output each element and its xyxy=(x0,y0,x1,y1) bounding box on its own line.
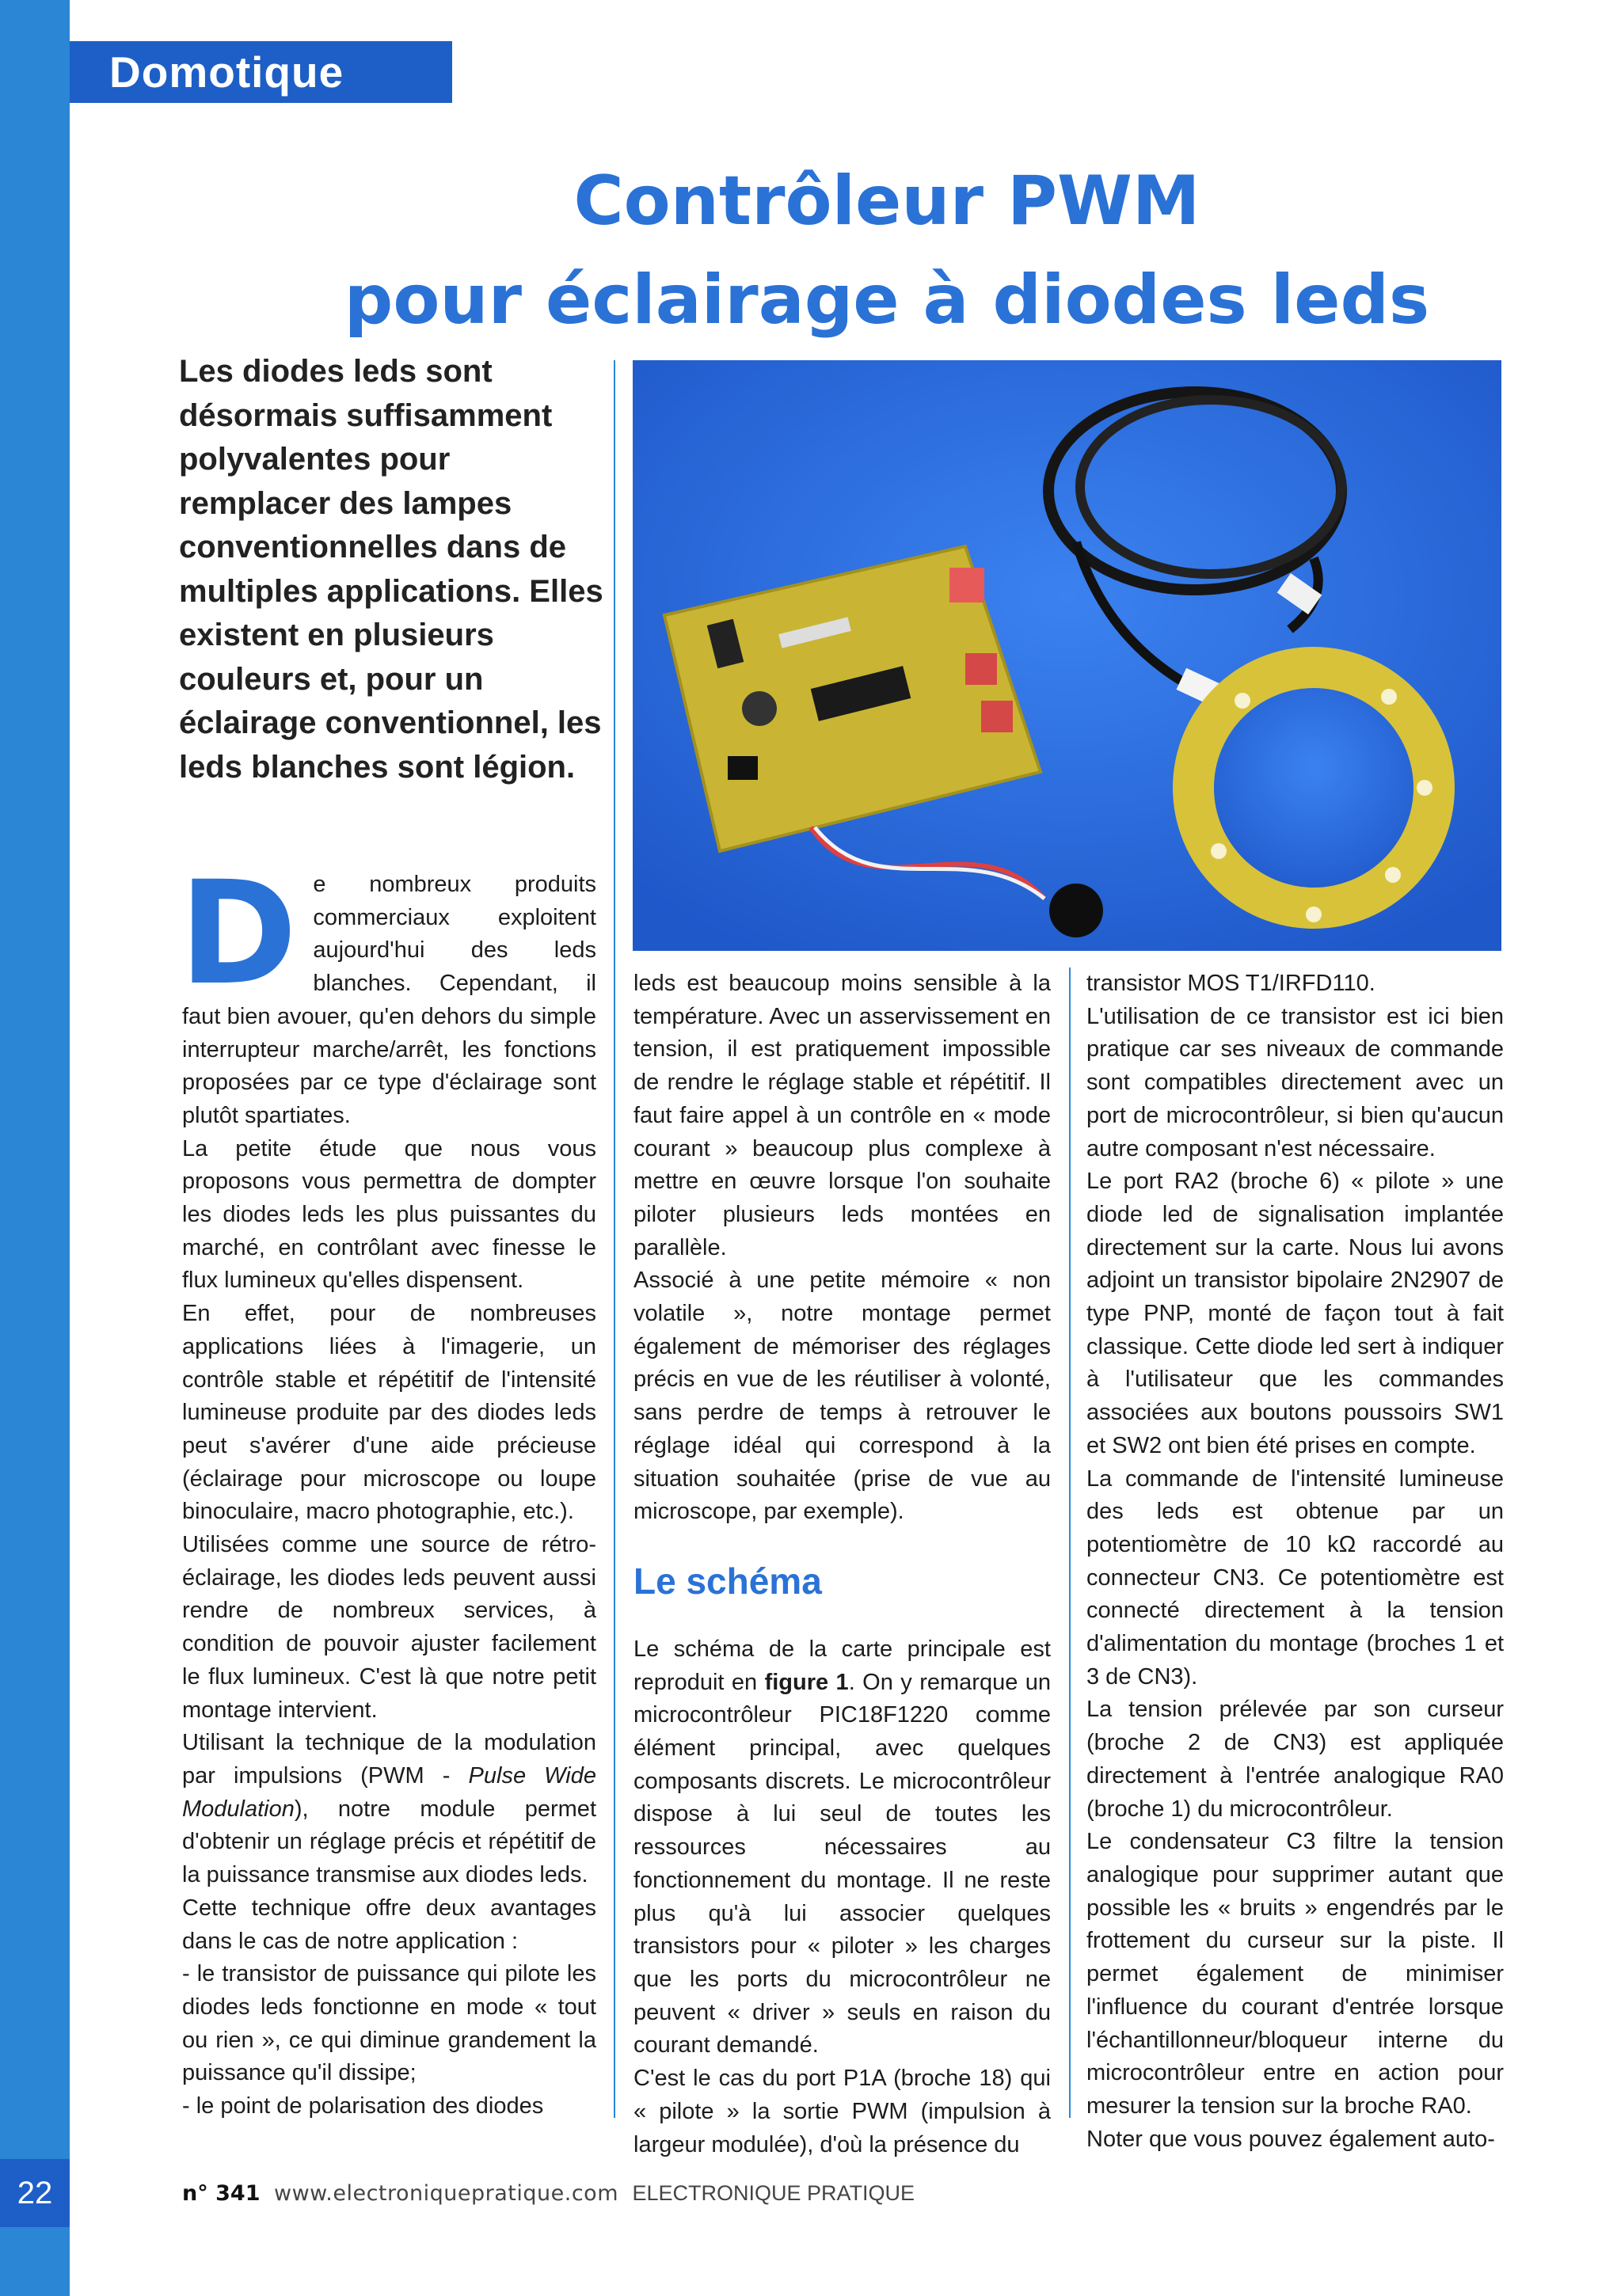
text-run: Utilisant la technique de la modulation par impulsions (PWM - xyxy=(182,1730,596,1789)
paragraph: e nombreux produits commerciaux exploitent aujourd'hui des leds blanches. Cependant, il faut bien avouer, qu'en dehors du simple interrupteur marche/arrêt, les fonctions proposées par ce type d'éclairage sont plutôt spartiates. xyxy=(182,872,596,1128)
paragraph: L'utilisation de ce transistor est ici bien pratique car ses niveaux de commande sont compatibles directement avec un port de microcontrôleur, si bien qu'aucun autre composant n'est nécessaire. xyxy=(1086,1003,1504,1161)
paragraph: Associé à une petite mémoire « non volatile », notre montage permet également de mémoriser des réglages précis en vue de les réutiliser à volonté, sans perdre de temps à retrouver le réglage idéal qui correspond à la situation souhaitée (prise de vue au microscope, par exemple). xyxy=(633,1268,1051,1525)
paragraph: Le port RA2 (broche 6) « pilote » une diode led de signalisation implantée directement sur la carte. Nous lui avons adjoint un transistor bipolaire 2N2907 de type PNP, monté de façon tout à fait classique. Cette diode led sert à indiquer à l'utilisateur que les commandes associées aux boutons poussoirs SW1 et SW2 ont bien été prises en compte. xyxy=(1086,1169,1504,1458)
text-run: . On y remarque un microcontrôleur PIC18F1220 comme élément principal, avec quelques composants discrets. Le microcontrôleur dispose à lui seul de toutes les ressources nécessaires au fonctionnement du montage. Il ne reste plus qu'à lui associer quelques transistors pour « piloter » les charges que les ports du microcontrôleur ne peuvent « driver » seuls en raison du courant demandé. xyxy=(633,1669,1052,2058)
article-title xyxy=(113,152,1617,350)
paragraph: La tension prélevée par son curseur (broche 2 de CN3) est appliquée directement à l'entrée analogique RA0 (broche 1) du microcontrôleur. xyxy=(1086,1697,1504,1822)
figure-reference: figure 1 xyxy=(764,1669,849,1695)
paragraph: leds est beaucoup moins sensible à la température. Avec un asservissement en tension, il est pratiquement impossible de rendre le réglage stable et répétitif. Il faut faire appel à un contrôle en « mode courant » beaucoup plus complexe à mettre en œuvre lorsque l'on souhaite piloter plusieurs leds montées en parallèle. xyxy=(633,971,1051,1260)
magazine-name: ELECTRONIQUE PRATIQUE xyxy=(632,2181,915,2205)
page-number: 22 xyxy=(0,2159,70,2227)
emphasis: Pulse Wide Modulation xyxy=(182,1762,596,1822)
paragraph: Noter que vous pouvez également auto- xyxy=(1086,2126,1495,2152)
column-rule-2 xyxy=(1069,967,1071,2118)
paragraph: La commande de l'intensité lumineuse des leds est obtenue par un potentiomètre de 10 kΩ raccordé au connecteur CN3. Ce potentiomètre est connecté directement à la tension d'alimentation du montage (broches 1 et 3 de CN3). xyxy=(1086,1465,1504,1690)
section-rubric: Domotique xyxy=(70,41,452,103)
article-column-1 xyxy=(179,851,596,2123)
issue-number: n° 341 xyxy=(182,2181,261,2206)
paragraph: - le point de polarisation des diodes xyxy=(182,2093,544,2119)
paragraph: Utilisées comme une source de rétro-éclairage, les diodes leds peuvent aussi rendre de nombreux services, à condition de pouvoir ajuster facilement le flux lumineux. C'est là que notre petit montage intervient. xyxy=(182,1532,596,1723)
paragraph: Cette technique offre deux avantages dans le cas de notre application : xyxy=(182,1895,596,1954)
column-rule-1 xyxy=(614,360,615,2118)
title-line-1: Contrôleur PWM xyxy=(573,162,1200,241)
drop-cap: D xyxy=(179,851,298,1017)
circuit-board-photo-illustration xyxy=(633,360,1501,951)
paragraph xyxy=(182,1727,596,1892)
text-run: Le schéma de la carte principale est reproduit en xyxy=(633,1636,1051,1695)
article-lead: Les diodes leds sont désormais suffisamment polyvalentes pour remplacer des lampes conventionnelles dans de multiples applications. Elles existent en plusieurs couleurs et, pour un éclairage conventionnel, les leds blanches sont légion. xyxy=(179,354,603,785)
title-line-2: pour éclairage à diodes leds xyxy=(344,260,1430,340)
article-column-3 xyxy=(1086,967,1504,2156)
paragraph xyxy=(633,1633,1051,2062)
section-heading: Le schéma xyxy=(633,1560,822,1602)
text-run: ), notre module permet d'obtenir un réglage précis et répétitif de la puissance transmise aux diodes leds. xyxy=(182,1796,596,1888)
page-footer xyxy=(182,2181,915,2206)
product-photo xyxy=(633,360,1501,951)
paragraph: En effet, pour de nombreuses applications liées à l'imagerie, un contrôle stable et répétitif de l'intensité lumineuse produite par des diodes leds peut s'avérer d'une aide précieuse (éclairage pour microscope ou loupe binoculaire, macro photographie, etc.). xyxy=(182,1301,596,1525)
paragraph: - le transistor de puissance qui pilote les diodes leds fonctionne en mode « tout ou rien », ce qui diminue grandement la puissance qu'il dissipe; xyxy=(182,1961,596,2086)
paragraph: C'est le cas du port P1A (broche 18) qui « pilote » la sortie PWM (impulsion à largeur modulée), d'où la présence du xyxy=(633,2066,1051,2157)
paragraph: transistor MOS T1/IRFD110. xyxy=(1086,971,1375,996)
website-link[interactable]: www.electroniquepratique.com xyxy=(274,2181,618,2206)
paragraph: La petite étude que nous vous proposons vous permettra de dompter les diodes leds les plus puissantes du marché, en contrôlant avec finesse le flux lumineux qu'elles dispensent. xyxy=(182,1135,596,1294)
left-color-band xyxy=(0,0,70,2296)
paragraph: Le condensateur C3 filtre la tension analogique pour supprimer autant que possible les « bruits » engendrés par le frottement du curseur sur la piste. Il permet également de minimiser l'influence du courant d'entrée lorsque l'échantillonneur/bloqueur interne du microcontrôleur entre en action pour mesurer la tension sur la broche RA0. xyxy=(1086,1829,1504,2119)
article-column-2 xyxy=(633,967,1051,2161)
